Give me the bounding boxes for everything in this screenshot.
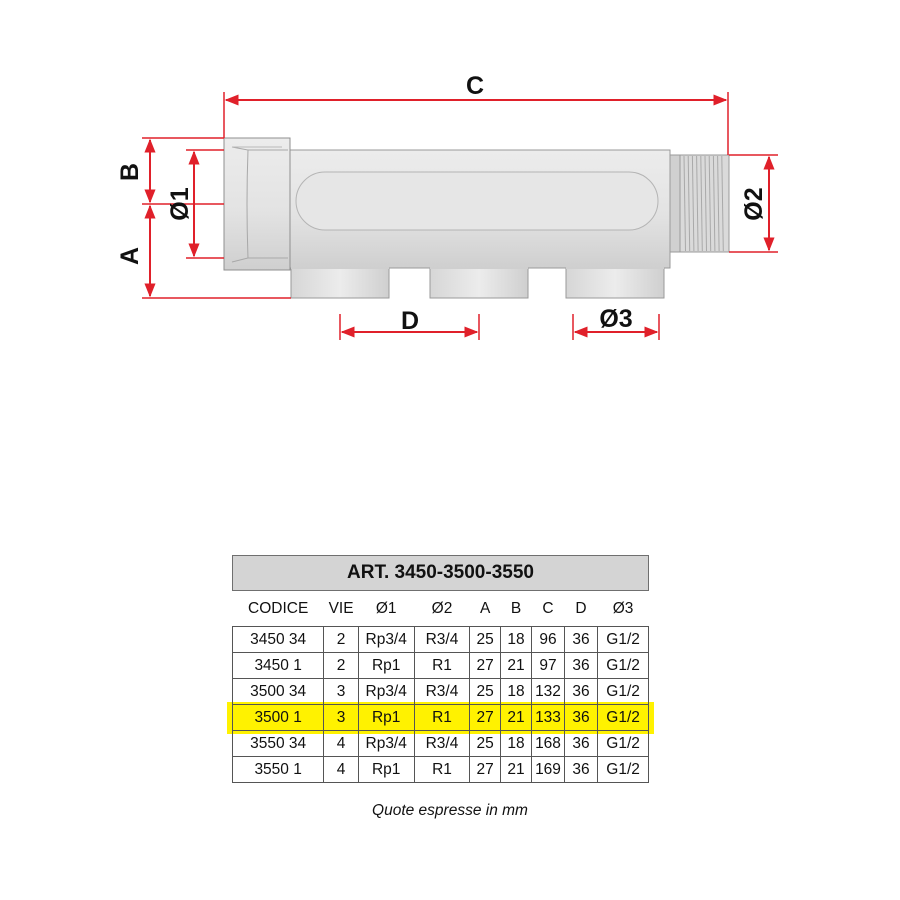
table-cell: 36 <box>564 653 597 679</box>
table-cell: 25 <box>470 627 500 653</box>
table-cell: 18 <box>500 679 531 705</box>
table-cell: 3500 1 <box>233 705 324 731</box>
dim-d-label: D <box>400 307 420 335</box>
table-cell: 2 <box>324 653 358 679</box>
table-cell: 133 <box>532 705 564 731</box>
table-cell: 27 <box>470 757 500 783</box>
dimensions-table <box>232 591 649 783</box>
table-cell: 3 <box>324 679 358 705</box>
column-header: Ø3 <box>612 599 634 617</box>
table-cell: 132 <box>532 679 564 705</box>
table-cell: 3500 34 <box>233 679 324 705</box>
dim-a-label: A <box>116 246 144 266</box>
table-cell: 21 <box>500 653 531 679</box>
table-cell: 3450 34 <box>233 627 324 653</box>
table-cell: 36 <box>564 705 597 731</box>
table-row <box>233 757 649 783</box>
table-cell: Rp3/4 <box>358 627 414 653</box>
column-header: B <box>510 599 522 617</box>
table-row <box>233 731 649 757</box>
table-header-row <box>233 591 649 627</box>
table-cell: Rp1 <box>358 705 414 731</box>
specification-table <box>232 555 649 783</box>
table-cell: 25 <box>470 731 500 757</box>
table-title: ART. 3450-3500-3550 <box>232 555 649 591</box>
table-cell: R3/4 <box>414 731 470 757</box>
manifold-technical-drawing <box>0 0 900 430</box>
table-cell: R3/4 <box>414 627 470 653</box>
table-cell: 36 <box>564 679 597 705</box>
table-cell: G1/2 <box>598 731 649 757</box>
table-cell: 97 <box>532 653 564 679</box>
table-cell: Rp1 <box>358 653 414 679</box>
dim-c-label: C <box>465 72 485 100</box>
table-cell: 96 <box>532 627 564 653</box>
table-row <box>233 653 649 679</box>
table-cell: 3 <box>324 705 358 731</box>
table-cell: 3550 34 <box>233 731 324 757</box>
table-cell: 18 <box>500 627 531 653</box>
column-header: D <box>575 599 587 617</box>
table-cell: 18 <box>500 731 531 757</box>
table-cell: 169 <box>532 757 564 783</box>
table-row <box>233 679 649 705</box>
table-cell: 36 <box>564 757 597 783</box>
dim-d1-label: Ø1 <box>166 187 194 221</box>
table-cell: 3550 1 <box>233 757 324 783</box>
table-cell: G1/2 <box>598 627 649 653</box>
table-cell: 25 <box>470 679 500 705</box>
table-cell: 36 <box>564 731 597 757</box>
table-cell: 2 <box>324 627 358 653</box>
table-cell: Rp1 <box>358 757 414 783</box>
table-cell: R1 <box>414 705 470 731</box>
table-row <box>233 627 649 653</box>
units-note: Quote espresse in mm <box>372 802 528 819</box>
table-cell: 21 <box>500 705 531 731</box>
table-cell: R1 <box>414 757 470 783</box>
table-cell: Rp3/4 <box>358 731 414 757</box>
table-row <box>233 705 649 731</box>
table-cell: 27 <box>470 653 500 679</box>
column-header: A <box>479 599 491 617</box>
dim-d3-label: Ø3 <box>599 305 633 333</box>
hex-nut <box>224 138 290 270</box>
manifold-body <box>224 138 729 270</box>
table-cell: R1 <box>414 653 470 679</box>
table-cell: G1/2 <box>598 679 649 705</box>
table-cell: Rp3/4 <box>358 679 414 705</box>
table-cell: 21 <box>500 757 531 783</box>
table-cell: 27 <box>470 705 500 731</box>
table-cell: G1/2 <box>598 705 649 731</box>
body-flat <box>296 172 658 230</box>
threaded-end <box>670 155 729 252</box>
column-header: Ø2 <box>431 599 453 617</box>
dim-b-label: B <box>116 162 144 182</box>
table-cell: G1/2 <box>598 653 649 679</box>
table-cell: 3450 1 <box>233 653 324 679</box>
table-cell: R3/4 <box>414 679 470 705</box>
table-cell: G1/2 <box>598 757 649 783</box>
column-header: VIE <box>328 599 354 617</box>
table-cell: 4 <box>324 757 358 783</box>
dim-d2-label: Ø2 <box>740 187 768 221</box>
column-header: C <box>542 599 554 617</box>
table-body <box>233 627 649 783</box>
table-cell: 36 <box>564 627 597 653</box>
table-cell: 4 <box>324 731 358 757</box>
column-header: Ø1 <box>375 599 397 617</box>
column-header: CODICE <box>248 599 309 617</box>
table-cell: 168 <box>532 731 564 757</box>
